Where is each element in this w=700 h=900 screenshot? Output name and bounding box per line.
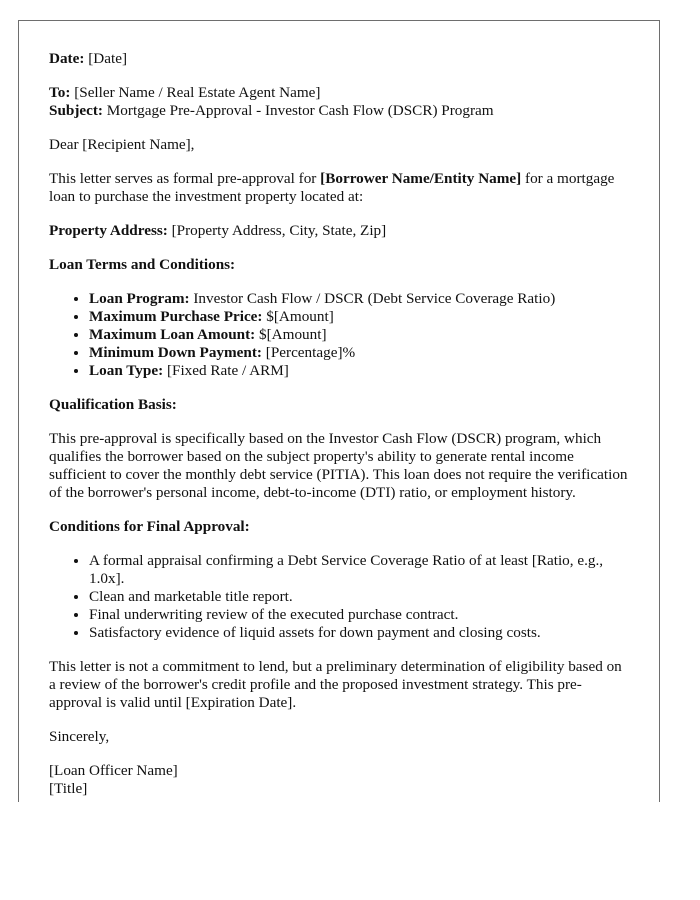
qualification-paragraph: This pre-approval is specifically based on the Investor Cash Flow (DSCR) program, which qualifies the borrower based on the subject property's ability to generate rental income sufficient to cover the monthly debt service (PITIA). This loan does not require the verification of the borrower's personal income, debt-to-income (DTI) ratio, or employment history. — [49, 430, 628, 501]
loan-term-value: $[Amount] — [266, 308, 334, 325]
date-line — [49, 50, 629, 68]
date-label: Date: — [49, 50, 85, 67]
signature-title: [Title] — [49, 780, 88, 797]
loan-terms-list — [49, 290, 629, 380]
subject-label: Subject: — [49, 102, 103, 119]
loan-term-item — [89, 344, 629, 362]
loan-term-label: Minimum Down Payment: — [89, 344, 262, 361]
condition-item: • A formal appraisal confirming a Debt Service Coverage Ratio of at least [Ratio, e.g., 1.0x]. — [89, 552, 629, 588]
loan-term-label: Loan Program: — [89, 290, 190, 307]
to-line — [49, 84, 629, 102]
loan-term-item — [89, 326, 629, 344]
borrower-name: [Borrower Name/Entity Name] — [320, 170, 522, 187]
to-label: To: — [49, 84, 71, 101]
signature-name: [Loan Officer Name] — [49, 762, 178, 779]
intro-paragraph — [49, 170, 629, 206]
loan-term-value: [Fixed Rate / ARM] — [166, 362, 289, 379]
loan-term-item — [89, 362, 629, 380]
qualification-heading: Qualification Basis: — [49, 396, 177, 413]
condition-item: • Clean and marketable title report. — [89, 588, 629, 606]
loan-term-value: Investor Cash Flow / DSCR (Debt Service Coverage Ratio) — [193, 290, 556, 307]
date-value: [Date] — [88, 50, 128, 67]
loan-term-item — [89, 290, 629, 308]
subject-line — [49, 102, 629, 120]
salutation: Dear [Recipient Name], — [49, 136, 195, 153]
loan-term-label: Loan Type: — [89, 362, 164, 379]
property-address-line — [49, 222, 629, 240]
conditions-list — [49, 552, 629, 642]
condition-item: • Satisfactory evidence of liquid assets for down payment and closing costs. — [89, 624, 629, 642]
loan-term-label: Maximum Purchase Price: — [89, 308, 263, 325]
intro-text-end: for a mortgage loan to purchase the investment property located at: — [49, 170, 615, 205]
property-address-value: [Property Address, City, State, Zip] — [171, 222, 387, 239]
loan-term-value: [Percentage]% — [265, 344, 356, 361]
letter-document — [18, 20, 660, 802]
closing-paragraph: This letter is not a commitment to lend, but a preliminary determination of eligibility based on a review of the borrower's credit profile and the proposed investment strategy. This pre-approval is valid until [Expiration Date]. — [49, 658, 622, 711]
loan-term-item — [89, 308, 629, 326]
loan-term-label: Maximum Loan Amount: — [89, 326, 256, 343]
loan-term-value: $[Amount] — [259, 326, 327, 343]
letter-body — [19, 21, 659, 798]
subject-value: Mortgage Pre-Approval - Investor Cash Flow (DSCR) Program — [106, 102, 494, 119]
intro-text-start: This letter serves as formal pre-approval for — [49, 170, 321, 187]
to-value: [Seller Name / Real Estate Agent Name] — [74, 84, 321, 101]
property-address-label: Property Address: — [49, 222, 168, 239]
conditions-heading: Conditions for Final Approval: — [49, 518, 250, 535]
sign-off: Sincerely, — [49, 728, 110, 745]
condition-item: • Final underwriting review of the executed purchase contract. — [89, 606, 629, 624]
loan-terms-heading: Loan Terms and Conditions: — [49, 256, 236, 273]
